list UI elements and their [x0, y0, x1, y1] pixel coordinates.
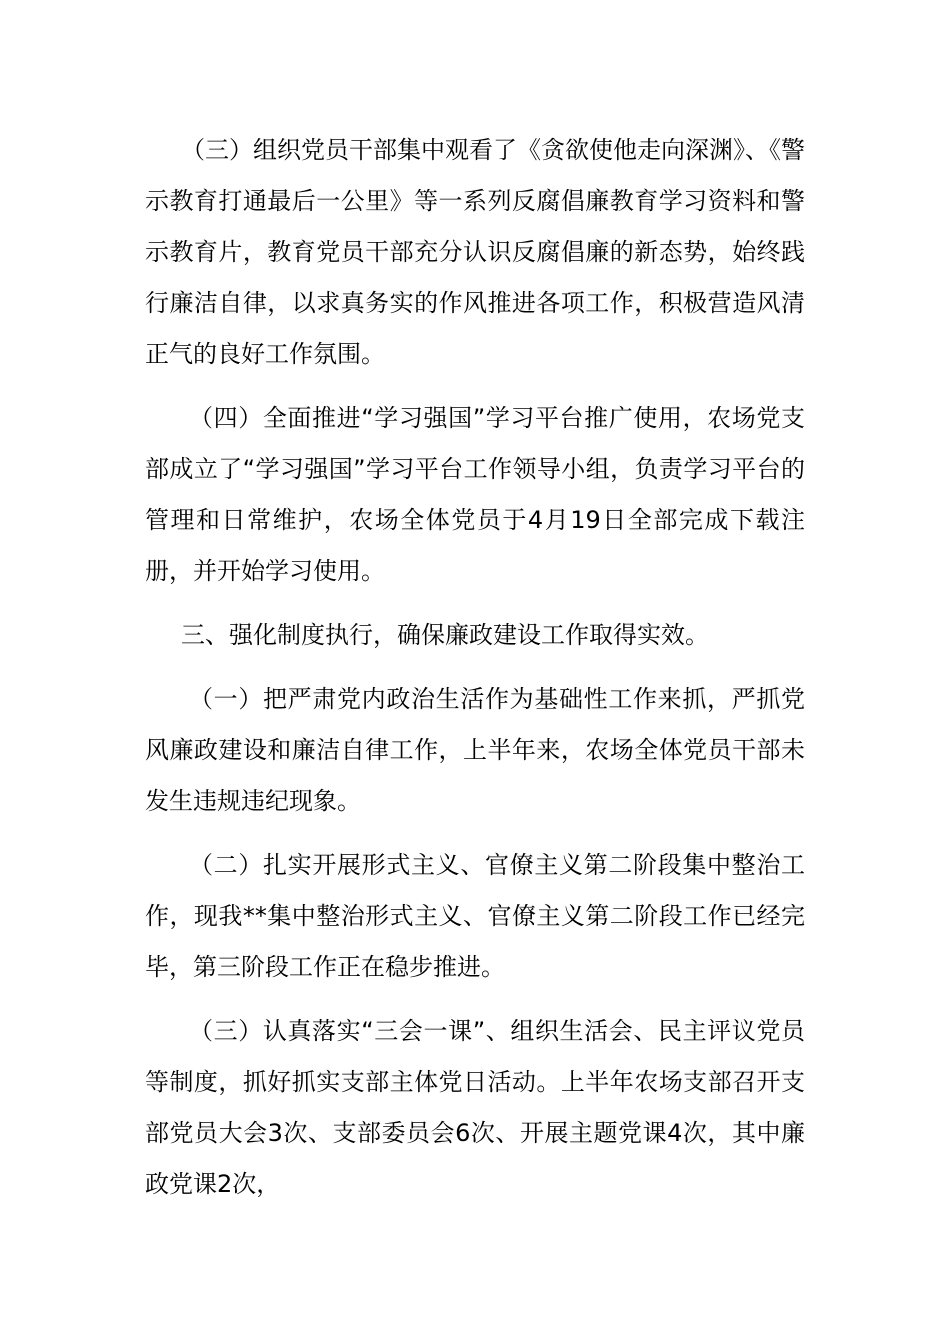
paragraph-watch-warning-films: （三）组织党员干部集中观看了《贪欲使他走向深渊》、《警示教育打通最后一公里》等一系列反腐倡廉教育学习资料和警示教育片，教育党员干部充分认识反腐倡廉的新态势，始终践行廉洁自律，以求真务实的作风推进各项工作，积极营造风清正气的良好工作氛围。: [145, 136, 805, 368]
paragraph-formalism-rectification: （二）扎实开展形式主义、官僚主义第二阶段集中整治工作，现我**集中整治形式主义、官僚主义第二阶段工作已经完毕，第三阶段工作正在稳步推进。: [145, 851, 805, 981]
paragraph-three-meetings: （三）认真落实“三会一课”、组织生活会、民主评议党员等制度，抓好抓实支部主体党日活动。上半年农场支部召开支部党员大会3次、支部委员会6次、开展主题党课4次，其中廉政党课2次，: [145, 1017, 805, 1198]
paragraph-political-life: （一）把严肃党内政治生活作为基础性工作来抓，严抓党风廉政建设和廉洁自律工作，上半年来，农场全体党员干部未发生违规违纪现象。: [145, 685, 805, 815]
paragraph-xuexi-qiangguo: （四）全面推进“学习强国”学习平台推广使用，农场党支部成立了“学习强国”学习平台工作领导小组，负责学习平台的管理和日常维护，农场全体党员于4月19日全部完成下载注册，并开始学习使用。: [145, 404, 805, 585]
section-heading-three: 三、强化制度执行，确保廉政建设工作取得实效。: [181, 621, 709, 649]
document-page: [145, 125, 805, 1223]
